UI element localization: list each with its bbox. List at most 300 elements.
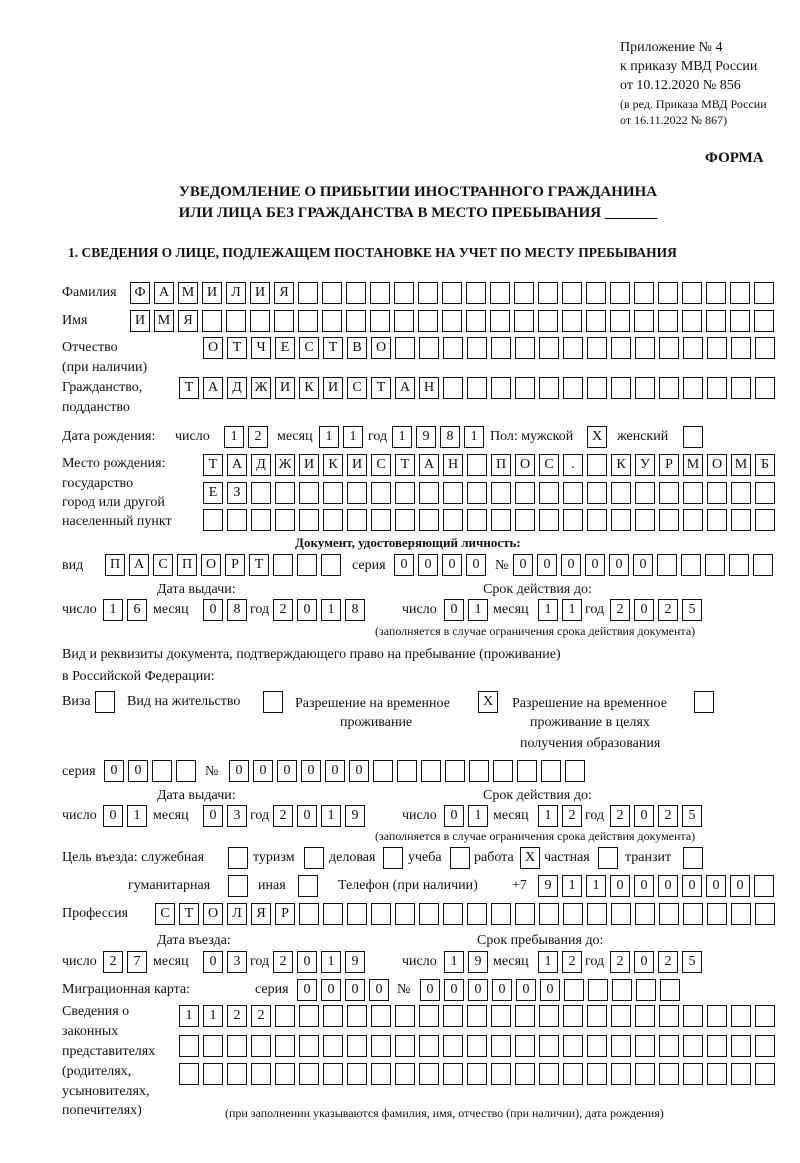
char-box[interactable]: Т: [179, 903, 199, 925]
char-box[interactable]: [517, 760, 537, 782]
char-box[interactable]: [251, 1035, 271, 1057]
id-doc-number-field[interactable]: [513, 554, 773, 576]
char-box[interactable]: И: [299, 454, 319, 476]
char-box[interactable]: [683, 337, 703, 359]
char-box[interactable]: С: [155, 903, 175, 925]
char-box[interactable]: [275, 1063, 295, 1085]
char-box[interactable]: [636, 979, 656, 1001]
char-box[interactable]: 1: [321, 951, 341, 973]
char-box[interactable]: [683, 903, 703, 925]
char-box[interactable]: [683, 1063, 703, 1085]
char-box[interactable]: 1: [538, 599, 558, 621]
char-box[interactable]: 0: [492, 979, 512, 1001]
char-box[interactable]: [731, 1063, 751, 1085]
char-box[interactable]: [371, 1005, 391, 1027]
id-issue-year[interactable]: [273, 599, 365, 621]
char-box[interactable]: [659, 1005, 679, 1027]
entry-year[interactable]: [273, 951, 365, 973]
char-box[interactable]: [635, 1063, 655, 1085]
id-doc-type-field[interactable]: [105, 554, 341, 576]
char-box[interactable]: [610, 282, 630, 304]
char-box[interactable]: Е: [275, 337, 295, 359]
char-box[interactable]: 0: [277, 760, 297, 782]
char-box[interactable]: [587, 509, 607, 531]
birthplace-line-3[interactable]: [203, 509, 775, 531]
birth-month-field[interactable]: [319, 426, 363, 448]
char-box[interactable]: 0: [325, 760, 345, 782]
char-box[interactable]: [707, 337, 727, 359]
char-box[interactable]: [275, 1005, 295, 1027]
char-box[interactable]: 0: [444, 805, 464, 827]
char-box[interactable]: [563, 1005, 583, 1027]
char-box[interactable]: [202, 310, 222, 332]
char-box[interactable]: [228, 875, 248, 897]
char-box[interactable]: Л: [227, 903, 247, 925]
char-box[interactable]: Н: [419, 377, 439, 399]
char-box[interactable]: [538, 282, 558, 304]
char-box[interactable]: [227, 509, 247, 531]
char-box[interactable]: 2: [658, 805, 678, 827]
char-box[interactable]: [730, 282, 750, 304]
char-box[interactable]: [419, 337, 439, 359]
char-box[interactable]: [705, 554, 725, 576]
char-box[interactable]: [323, 903, 343, 925]
char-box[interactable]: [442, 282, 462, 304]
char-box[interactable]: 0: [610, 875, 630, 897]
char-box[interactable]: [635, 337, 655, 359]
char-box[interactable]: Я: [274, 282, 294, 304]
char-box[interactable]: [469, 760, 489, 782]
char-box[interactable]: [706, 282, 726, 304]
char-box[interactable]: О: [203, 337, 223, 359]
char-box[interactable]: [755, 337, 775, 359]
char-box[interactable]: [467, 454, 487, 476]
char-box[interactable]: [659, 377, 679, 399]
char-box[interactable]: [611, 1035, 631, 1057]
char-box[interactable]: [346, 310, 366, 332]
char-box[interactable]: П: [177, 554, 197, 576]
char-box[interactable]: [659, 903, 679, 925]
char-box[interactable]: 1: [444, 951, 464, 973]
char-box[interactable]: [611, 337, 631, 359]
char-box[interactable]: [683, 847, 703, 869]
char-box[interactable]: [754, 875, 774, 897]
char-box[interactable]: 0: [609, 554, 629, 576]
char-box[interactable]: 0: [442, 554, 462, 576]
purpose-humanitarian-checkbox[interactable]: [228, 875, 248, 897]
char-box[interactable]: 8: [440, 426, 460, 448]
char-box[interactable]: 1: [343, 426, 363, 448]
char-box[interactable]: [683, 1005, 703, 1027]
char-box[interactable]: 0: [682, 875, 702, 897]
char-box[interactable]: 0: [103, 805, 123, 827]
char-box[interactable]: [659, 1035, 679, 1057]
patronymic-field[interactable]: [203, 337, 775, 359]
char-box[interactable]: Я: [178, 310, 198, 332]
char-box[interactable]: 2: [251, 1005, 271, 1027]
char-box[interactable]: [370, 310, 390, 332]
char-box[interactable]: 0: [203, 951, 223, 973]
purpose-transit-checkbox[interactable]: [683, 847, 703, 869]
char-box[interactable]: [658, 310, 678, 332]
char-box[interactable]: [251, 509, 271, 531]
char-box[interactable]: [443, 337, 463, 359]
char-box[interactable]: [373, 760, 393, 782]
char-box[interactable]: [587, 454, 607, 476]
char-box[interactable]: 5: [682, 805, 702, 827]
char-box[interactable]: Т: [323, 337, 343, 359]
char-box[interactable]: [730, 310, 750, 332]
char-box[interactable]: М: [683, 454, 703, 476]
char-box[interactable]: [323, 1063, 343, 1085]
char-box[interactable]: [514, 310, 534, 332]
char-box[interactable]: [395, 1005, 415, 1027]
char-box[interactable]: [443, 903, 463, 925]
char-box[interactable]: [323, 1005, 343, 1027]
char-box[interactable]: [515, 377, 535, 399]
char-box[interactable]: 1: [392, 426, 412, 448]
char-box[interactable]: [707, 1005, 727, 1027]
char-box[interactable]: 1: [464, 426, 484, 448]
char-box[interactable]: Н: [443, 454, 463, 476]
char-box[interactable]: 0: [466, 554, 486, 576]
char-box[interactable]: [347, 482, 367, 504]
char-box[interactable]: 1: [468, 805, 488, 827]
char-box[interactable]: Т: [227, 337, 247, 359]
char-box[interactable]: И: [323, 377, 343, 399]
stay-day[interactable]: [444, 951, 488, 973]
char-box[interactable]: [587, 1005, 607, 1027]
char-box[interactable]: 1: [103, 599, 123, 621]
char-box[interactable]: [539, 509, 559, 531]
char-box[interactable]: [707, 509, 727, 531]
char-box[interactable]: 1: [538, 951, 558, 973]
char-box[interactable]: [731, 377, 751, 399]
char-box[interactable]: [347, 1063, 367, 1085]
residence-permit-checkbox[interactable]: [263, 691, 283, 713]
representatives-line-1[interactable]: [179, 1005, 775, 1027]
char-box[interactable]: 9: [416, 426, 436, 448]
char-box[interactable]: [418, 310, 438, 332]
char-box[interactable]: [707, 377, 727, 399]
char-box[interactable]: 9: [538, 875, 558, 897]
char-box[interactable]: [610, 310, 630, 332]
char-box[interactable]: 0: [104, 760, 124, 782]
char-box[interactable]: 3: [227, 951, 247, 973]
char-box[interactable]: [490, 310, 510, 332]
char-box[interactable]: [443, 509, 463, 531]
char-box[interactable]: 0: [301, 760, 321, 782]
char-box[interactable]: [323, 1035, 343, 1057]
char-box[interactable]: [467, 337, 487, 359]
char-box[interactable]: [383, 847, 403, 869]
char-box[interactable]: [491, 509, 511, 531]
visa-checkbox[interactable]: [95, 691, 115, 713]
char-box[interactable]: 6: [127, 599, 147, 621]
char-box[interactable]: [419, 482, 439, 504]
char-box[interactable]: П: [105, 554, 125, 576]
char-box[interactable]: 1: [203, 1005, 223, 1027]
char-box[interactable]: 0: [394, 554, 414, 576]
edu-residence-checkbox[interactable]: [694, 691, 714, 713]
char-box[interactable]: [611, 903, 631, 925]
char-box[interactable]: Ф: [130, 282, 150, 304]
char-box[interactable]: З: [227, 482, 247, 504]
char-box[interactable]: [347, 1005, 367, 1027]
char-box[interactable]: [450, 847, 470, 869]
char-box[interactable]: С: [153, 554, 173, 576]
char-box[interactable]: [227, 1035, 247, 1057]
char-box[interactable]: [176, 760, 196, 782]
char-box[interactable]: [659, 509, 679, 531]
char-box[interactable]: [275, 482, 295, 504]
char-box[interactable]: К: [323, 454, 343, 476]
char-box[interactable]: [731, 903, 751, 925]
char-box[interactable]: [322, 282, 342, 304]
char-box[interactable]: [467, 903, 487, 925]
char-box[interactable]: [203, 1063, 223, 1085]
char-box[interactable]: [563, 482, 583, 504]
birth-day-field[interactable]: [224, 426, 268, 448]
char-box[interactable]: 2: [658, 951, 678, 973]
char-box[interactable]: [755, 1063, 775, 1085]
stay-year[interactable]: [610, 951, 702, 973]
char-box[interactable]: [152, 760, 172, 782]
char-box[interactable]: [419, 509, 439, 531]
res-number-field[interactable]: [229, 760, 585, 782]
char-box[interactable]: А: [203, 377, 223, 399]
char-box[interactable]: 1: [468, 599, 488, 621]
purpose-private-checkbox[interactable]: [598, 847, 618, 869]
char-box[interactable]: [681, 554, 701, 576]
char-box[interactable]: [371, 482, 391, 504]
birth-year-field[interactable]: [392, 426, 484, 448]
char-box[interactable]: [611, 377, 631, 399]
char-box[interactable]: А: [129, 554, 149, 576]
char-box[interactable]: О: [203, 903, 223, 925]
char-box[interactable]: [706, 310, 726, 332]
char-box[interactable]: И: [250, 282, 270, 304]
char-box[interactable]: 0: [468, 979, 488, 1001]
char-box[interactable]: [419, 1035, 439, 1057]
char-box[interactable]: 0: [253, 760, 273, 782]
char-box[interactable]: [634, 310, 654, 332]
char-box[interactable]: [395, 509, 415, 531]
phone-field[interactable]: [538, 875, 774, 897]
char-box[interactable]: В: [347, 337, 367, 359]
representatives-line-2[interactable]: [179, 1035, 775, 1057]
char-box[interactable]: [421, 760, 441, 782]
char-box[interactable]: [587, 1063, 607, 1085]
id-issue-month[interactable]: [203, 599, 247, 621]
char-box[interactable]: [515, 1063, 535, 1085]
char-box[interactable]: 1: [562, 599, 582, 621]
char-box[interactable]: 0: [444, 599, 464, 621]
char-box[interactable]: 0: [706, 875, 726, 897]
char-box[interactable]: [228, 847, 248, 869]
id-valid-year[interactable]: [610, 599, 702, 621]
purpose-business-checkbox[interactable]: [383, 847, 403, 869]
char-box[interactable]: Ж: [251, 377, 271, 399]
char-box[interactable]: Т: [395, 454, 415, 476]
char-box[interactable]: 2: [248, 426, 268, 448]
char-box[interactable]: [660, 979, 680, 1001]
char-box[interactable]: 7: [127, 951, 147, 973]
char-box[interactable]: [304, 847, 324, 869]
char-box[interactable]: [731, 482, 751, 504]
char-box[interactable]: 1: [321, 599, 341, 621]
char-box[interactable]: [539, 1035, 559, 1057]
char-box[interactable]: 3: [227, 805, 247, 827]
sex-female-checkbox[interactable]: [683, 426, 703, 448]
char-box[interactable]: [227, 1063, 247, 1085]
char-box[interactable]: 2: [227, 1005, 247, 1027]
char-box[interactable]: [539, 1063, 559, 1085]
char-box[interactable]: [466, 310, 486, 332]
char-box[interactable]: [371, 1035, 391, 1057]
char-box[interactable]: П: [491, 454, 511, 476]
char-box[interactable]: [754, 310, 774, 332]
migration-series-field[interactable]: [297, 979, 389, 1001]
char-box[interactable]: [203, 509, 223, 531]
char-box[interactable]: К: [611, 454, 631, 476]
id-valid-month[interactable]: [538, 599, 582, 621]
char-box[interactable]: [658, 282, 678, 304]
char-box[interactable]: [251, 482, 271, 504]
temp-residence-checkbox[interactable]: [478, 691, 498, 713]
char-box[interactable]: Т: [371, 377, 391, 399]
char-box[interactable]: [612, 979, 632, 1001]
char-box[interactable]: [539, 1005, 559, 1027]
char-box[interactable]: [299, 482, 319, 504]
char-box[interactable]: [707, 482, 727, 504]
char-box[interactable]: С: [539, 454, 559, 476]
char-box[interactable]: [563, 1063, 583, 1085]
char-box[interactable]: [95, 691, 115, 713]
char-box[interactable]: 0: [540, 979, 560, 1001]
char-box[interactable]: 0: [369, 979, 389, 1001]
char-box[interactable]: [395, 482, 415, 504]
char-box[interactable]: Р: [659, 454, 679, 476]
char-box[interactable]: [707, 903, 727, 925]
char-box[interactable]: 2: [103, 951, 123, 973]
char-box[interactable]: [397, 760, 417, 782]
char-box[interactable]: [443, 482, 463, 504]
purpose-tourism-checkbox[interactable]: [304, 847, 324, 869]
char-box[interactable]: [297, 554, 317, 576]
char-box[interactable]: [445, 760, 465, 782]
char-box[interactable]: [611, 1063, 631, 1085]
char-box[interactable]: [563, 903, 583, 925]
char-box[interactable]: [515, 1035, 535, 1057]
char-box[interactable]: [442, 310, 462, 332]
char-box[interactable]: [179, 1063, 199, 1085]
char-box[interactable]: [467, 377, 487, 399]
char-box[interactable]: [753, 554, 773, 576]
char-box[interactable]: 2: [610, 951, 630, 973]
char-box[interactable]: [755, 1035, 775, 1057]
res-valid-day[interactable]: [444, 805, 488, 827]
entry-day[interactable]: [103, 951, 147, 973]
char-box[interactable]: [635, 903, 655, 925]
migration-number-field[interactable]: [420, 979, 680, 1001]
char-box[interactable]: [515, 509, 535, 531]
purpose-work-checkbox[interactable]: [520, 847, 540, 869]
char-box[interactable]: X: [478, 691, 498, 713]
char-box[interactable]: 0: [634, 951, 654, 973]
char-box[interactable]: 0: [537, 554, 557, 576]
char-box[interactable]: 0: [128, 760, 148, 782]
char-box[interactable]: Я: [251, 903, 271, 925]
char-box[interactable]: [683, 1035, 703, 1057]
char-box[interactable]: [514, 282, 534, 304]
char-box[interactable]: М: [178, 282, 198, 304]
char-box[interactable]: [541, 760, 561, 782]
char-box[interactable]: [707, 1035, 727, 1057]
char-box[interactable]: М: [154, 310, 174, 332]
char-box[interactable]: 0: [203, 599, 223, 621]
char-box[interactable]: [299, 903, 319, 925]
char-box[interactable]: 0: [561, 554, 581, 576]
char-box[interactable]: 5: [682, 951, 702, 973]
char-box[interactable]: [346, 282, 366, 304]
id-valid-day[interactable]: [444, 599, 488, 621]
char-box[interactable]: [371, 1063, 391, 1085]
char-box[interactable]: [682, 282, 702, 304]
char-box[interactable]: [467, 1063, 487, 1085]
char-box[interactable]: [635, 377, 655, 399]
char-box[interactable]: Л: [226, 282, 246, 304]
char-box[interactable]: 0: [634, 599, 654, 621]
char-box[interactable]: [275, 509, 295, 531]
char-box[interactable]: [263, 691, 283, 713]
char-box[interactable]: [395, 903, 415, 925]
res-issue-year[interactable]: [273, 805, 365, 827]
char-box[interactable]: [587, 337, 607, 359]
char-box[interactable]: [251, 1063, 271, 1085]
char-box[interactable]: [587, 482, 607, 504]
res-valid-year[interactable]: [610, 805, 702, 827]
char-box[interactable]: 2: [273, 805, 293, 827]
purpose-other-checkbox[interactable]: [298, 875, 318, 897]
char-box[interactable]: [515, 482, 535, 504]
char-box[interactable]: [370, 282, 390, 304]
char-box[interactable]: [563, 377, 583, 399]
char-box[interactable]: 1: [179, 1005, 199, 1027]
char-box[interactable]: [491, 482, 511, 504]
char-box[interactable]: X: [520, 847, 540, 869]
char-box[interactable]: 9: [468, 951, 488, 973]
char-box[interactable]: [274, 310, 294, 332]
char-box[interactable]: 0: [345, 979, 365, 1001]
name-field[interactable]: [130, 310, 774, 332]
char-box[interactable]: [226, 310, 246, 332]
char-box[interactable]: [273, 554, 293, 576]
char-box[interactable]: 5: [682, 599, 702, 621]
char-box[interactable]: [754, 282, 774, 304]
char-box[interactable]: 8: [227, 599, 247, 621]
char-box[interactable]: [467, 1035, 487, 1057]
char-box[interactable]: [588, 979, 608, 1001]
char-box[interactable]: 0: [585, 554, 605, 576]
char-box[interactable]: [611, 482, 631, 504]
char-box[interactable]: [731, 1035, 751, 1057]
char-box[interactable]: [298, 310, 318, 332]
char-box[interactable]: [491, 903, 511, 925]
char-box[interactable]: [729, 554, 749, 576]
char-box[interactable]: Б: [755, 454, 775, 476]
char-box[interactable]: [491, 377, 511, 399]
